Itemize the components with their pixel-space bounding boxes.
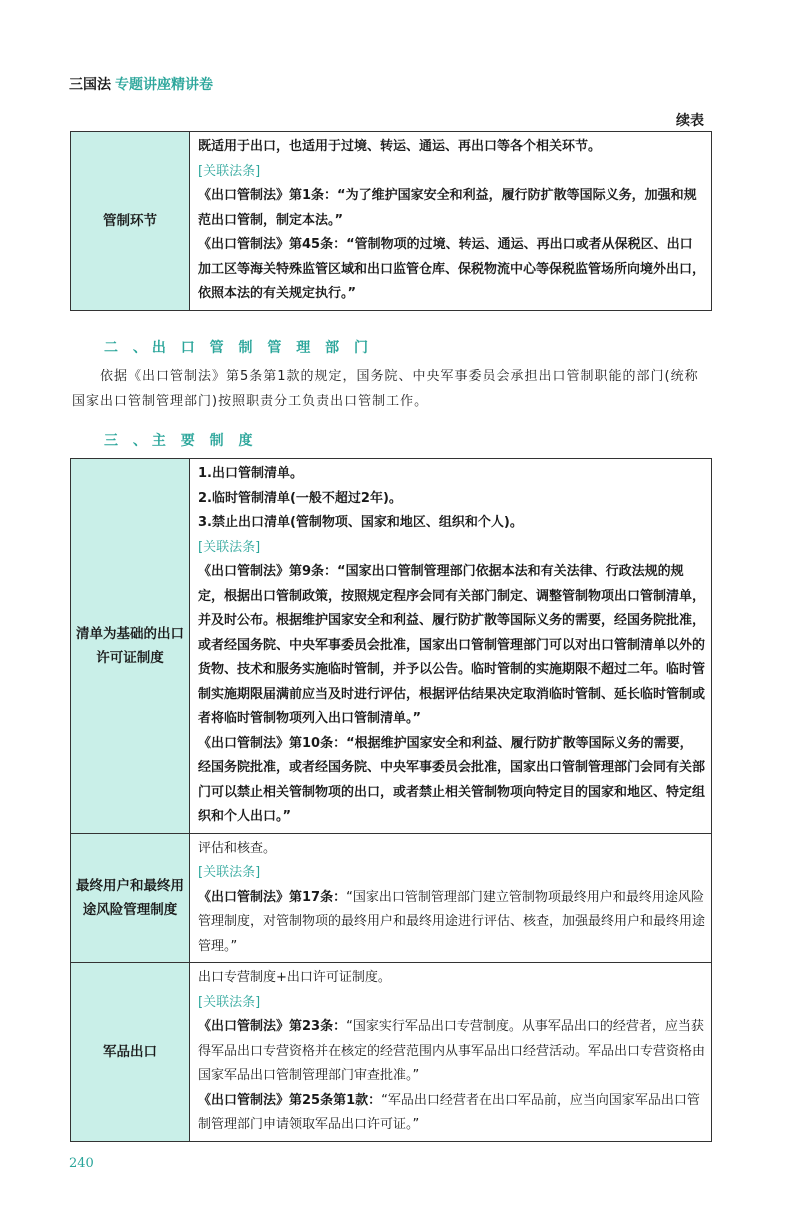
- article-paragraph: [198, 886, 705, 960]
- control-links-table: [70, 131, 712, 311]
- related-articles-tag: [关联法条]: [198, 539, 261, 555]
- table-row: [71, 963, 712, 1142]
- table-row: [71, 833, 712, 963]
- row-content: [190, 833, 712, 963]
- book-series-title: 三国法: [69, 77, 111, 93]
- row-content: [190, 459, 712, 834]
- article-reference: 《出口管制法》第25条第1款：: [198, 1092, 382, 1108]
- section-heading: 二 、出 口 管 制 管 理 部 门: [104, 340, 373, 356]
- article-paragraph: [198, 1089, 705, 1138]
- row-content: [190, 132, 712, 311]
- article-reference: 《出口管制法》第23条：: [198, 1019, 347, 1034]
- content-line: 出口专营制度+出口许可证制度。: [198, 970, 391, 985]
- content-line: 评估和核查。: [198, 840, 277, 856]
- row-label: 清单为基础的出口许可证制度: [71, 459, 190, 834]
- section-body: [72, 364, 712, 414]
- list-item: 3.禁止出口清单(管制物项、国家和地区、组织和个人)。: [198, 515, 523, 530]
- table-continued-label: 续表: [676, 113, 704, 129]
- running-header: [69, 74, 213, 94]
- article-reference: 《出口管制法》第17条：: [198, 889, 347, 905]
- row-label: 最终用户和最终用途风险管理制度: [71, 833, 190, 963]
- article-paragraph: 《出口管制法》第1条：“为了维护国家安全和利益，履行防扩散等国际义务，加强和规范出口管制，制定本法。”: [198, 188, 697, 228]
- body-paragraph: 依据《出口管制法》第5条第1款的规定，国务院、中央军事委员会承担出口管制职能的部门(统称国家出口管制管理部门)按照职责分工负责出口管制工作。: [72, 369, 699, 409]
- related-articles-tag: [关联法条]: [198, 994, 261, 1010]
- article-paragraph: 《出口管制法》第45条：“管制物项的过境、转运、通运、再出口或者从保税区、出口加工区等海关特殊监管区域和出口监管仓库、保税物流中心等保税监管场所向境外出口，依照本法的有关规定执行。”: [198, 237, 706, 301]
- row-label: 军品出口: [71, 963, 190, 1142]
- content-line: 既适用于出口，也适用于过境、转运、通运、再出口等各个相关环节。: [198, 139, 602, 154]
- article-paragraph: [198, 1015, 705, 1089]
- list-item: 1.出口管制清单。: [198, 466, 303, 481]
- article-text: “军品出口经营者在出口军品前，应当向国家军品出口管制管理部门申请领取军品出口许可证。”: [198, 1092, 700, 1132]
- article-text: “国家实行军品出口专营制度。从事军品出口的经营者，应当获得军品出口专营资格并在核定的经营范围内从事军品出口经营活动。军品出口专营资格由国家军品出口管制管理部门审查批准。”: [198, 1019, 706, 1083]
- list-item: 2.临时管制清单(一般不超过2年)。: [198, 490, 402, 506]
- related-articles-tag: [关联法条]: [198, 865, 261, 880]
- table-row: [71, 132, 712, 311]
- article-paragraph: 《出口管制法》第10条：“根据维护国家安全和利益、履行防扩散等国际义务的需要，经国务院批准，或者经国务院、中央军事委员会批准，国家出口管制管理部门会同有关部门可以禁止相关管制物项的出口，或者禁止相关管制物项向特定目的国家和地区、特定组织和个人出口。”: [198, 735, 706, 824]
- section-heading: 三 、主 要 制 度: [104, 433, 258, 449]
- article-text: “国家出口管制管理部门建立管制物项最终用户和最终用途风险管理制度，对管制物项的最终用户和最终用途进行评估、核查，加强最终用户和最终用途管理。”: [198, 889, 706, 954]
- row-label: 管制环节: [71, 132, 190, 311]
- page-number: 240: [69, 1156, 94, 1171]
- article-paragraph: 《出口管制法》第9条：“国家出口管制管理部门依据本法和有关法律、行政法规的规定，根据出口管制政策，按照规定程序会同有关部门制定、调整管制物项出口管制清单，并及时公布。根据维护国家安全和利益、履行防扩散等国际义务的需要，经国务院批准，或者经国务院、中央军事委员会批准，国家出口管制管理部门可以对出口管制清单以外的货物、技术和服务实施临时管制，并予以公告。临时管制的实施期限不超过二年。临时管制实施期限届满前应当及时进行评估，根据评估结果决定取消临时管制、延长临时管制或者将临时管制物项列入出口管制清单。”: [198, 564, 706, 726]
- related-articles-tag: [关联法条]: [198, 163, 261, 179]
- table-row: [71, 459, 712, 834]
- row-content: [190, 963, 712, 1142]
- main-systems-table: [70, 458, 712, 1142]
- book-volume-title: 专题讲座精讲卷: [115, 77, 213, 93]
